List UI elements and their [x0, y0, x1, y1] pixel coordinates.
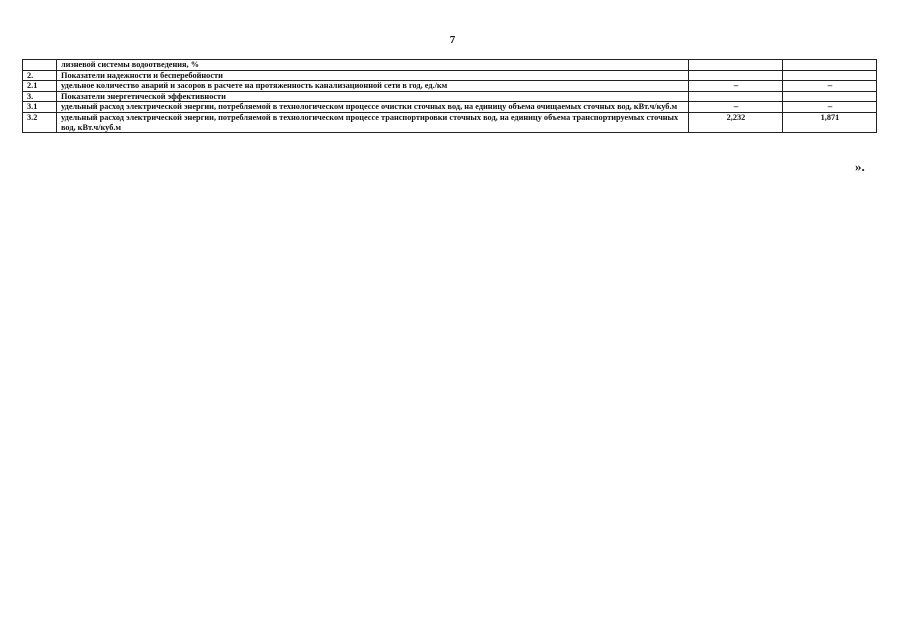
table-row — [23, 70, 877, 81]
row-description-cell: Показатели энергетической эффективности — [57, 91, 689, 102]
row-value-2-cell: 1,871 — [783, 112, 877, 132]
row-value-1-cell — [689, 70, 783, 81]
row-number-cell — [23, 60, 57, 71]
row-value-2-cell: – — [783, 81, 877, 92]
table-row — [23, 112, 877, 132]
row-description-cell: Показатели надежности и бесперебойности — [57, 70, 689, 81]
row-value-2-cell: – — [783, 102, 877, 113]
row-value-1-cell: 2,232 — [689, 112, 783, 132]
table-row — [23, 81, 877, 92]
table-row — [23, 91, 877, 102]
indicators-table — [22, 59, 877, 133]
row-number-cell: 2.1 — [23, 81, 57, 92]
row-number-cell: 3.2 — [23, 112, 57, 132]
row-value-2-cell — [783, 70, 877, 81]
row-value-1-cell: – — [689, 102, 783, 113]
table-row — [23, 102, 877, 113]
row-value-1-cell — [689, 60, 783, 71]
row-description-cell: лизневой системы водоотведения, % — [57, 60, 689, 71]
table-row — [23, 60, 877, 71]
row-number-cell: 2. — [23, 70, 57, 81]
row-description-cell: удельный расход электрической энергии, потребляемой в технологическом процессе транспортировки сточных вод, на единицу объема транспортируемых сточных вод, кВт.ч/куб.м — [57, 112, 689, 132]
row-description-cell: удельное количество аварий и засоров в расчете на протяженность канализационной сети в год, ед./км — [57, 81, 689, 92]
row-value-1-cell — [689, 91, 783, 102]
closing-quote-mark: ». — [855, 159, 865, 174]
row-value-2-cell — [783, 60, 877, 71]
row-number-cell: 3.1 — [23, 102, 57, 113]
row-number-cell: 3. — [23, 91, 57, 102]
row-value-1-cell: – — [689, 81, 783, 92]
row-description-cell: удельный расход электрической энергии, потребляемой в технологическом процессе очистки сточных вод, на единицу объема очищаемых сточных вод, кВт.ч/куб.м — [57, 102, 689, 113]
page-number: 7 — [449, 34, 456, 46]
row-value-2-cell — [783, 91, 877, 102]
